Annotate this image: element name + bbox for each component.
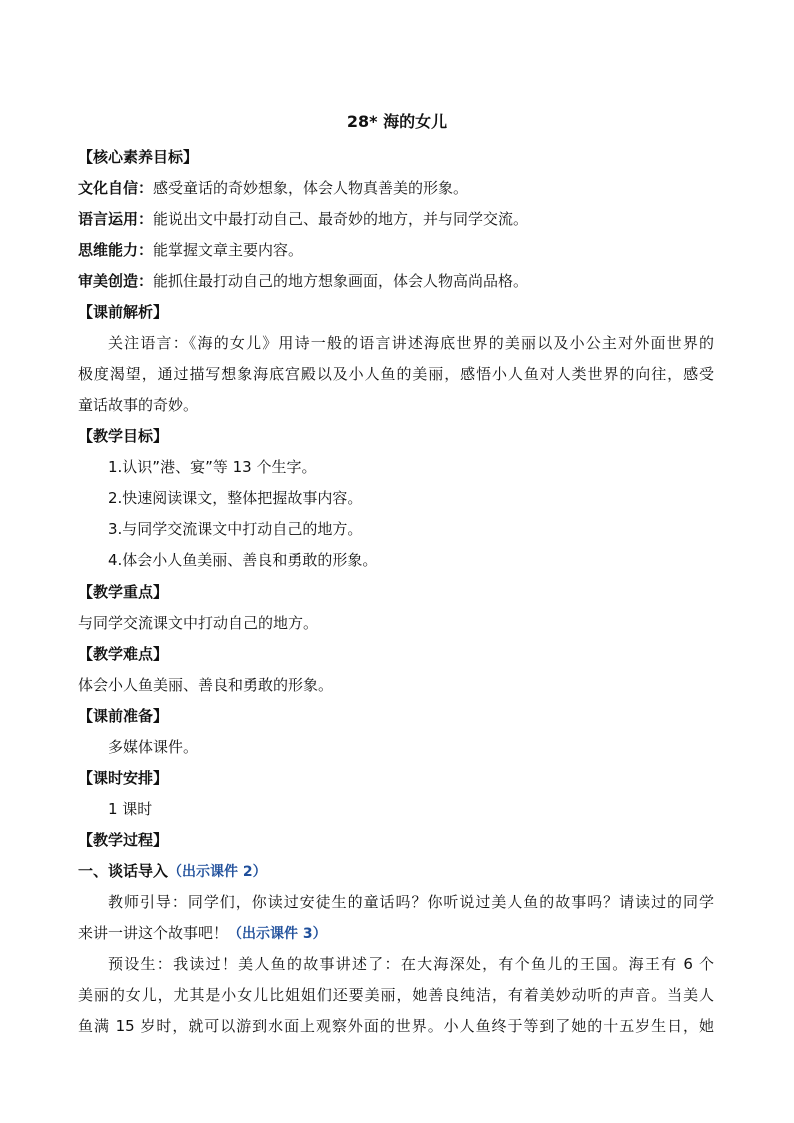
preparation-text: 多媒体课件。: [108, 738, 199, 756]
preset-line-3: 鱼满 15 岁时，就可以游到水面上观察外面的世界。小人鱼终于等到了她的十五岁生日，她: [78, 1017, 714, 1035]
analysis-line-3: 童话故事的奇妙。: [78, 396, 199, 414]
teacher-line-1: 教师引导：同学们，你读过安徒生的童话吗？你听说过美人鱼的故事吗？请读过的同学: [108, 893, 714, 911]
goal-language: [78, 209, 528, 229]
schedule-text: 1 课时: [108, 800, 153, 818]
goal-aesthetic: [78, 271, 528, 291]
goal-thinking-label: 思维能力：: [78, 241, 154, 259]
preset-line-2: 美丽的女儿，尤其是小女儿比姐姐们还要美丽，她善良纯洁，有着美妙动听的声音。当美人: [78, 986, 714, 1004]
goal-language-label: 语言运用：: [78, 210, 154, 228]
goal-culture: [78, 178, 468, 198]
objective-2: 2.快速阅读课文，整体把握故事内容。: [108, 489, 363, 507]
preset-line-1: 预设生：我读过！美人鱼的故事讲述了：在大海深处，有个鱼儿的王国。海王有 6 个: [108, 955, 714, 973]
preparation-header: 【课前准备】: [78, 707, 169, 725]
goal-aesthetic-text: 能抓住最打动自己的地方想象画面，体会人物高尚品格。: [153, 272, 529, 290]
objective-3: 3.与同学交流课文中打动自己的地方。: [108, 520, 363, 538]
objective-4: 4.体会小人鱼美丽、善良和勇敢的形象。: [108, 551, 378, 569]
teacher-line-2: [78, 923, 327, 944]
analysis-line-1: 关注语言：《海的女儿》用诗一般的语言讲述海底世界的美丽以及小公主对外面世界的: [108, 334, 714, 352]
step-1: [78, 861, 267, 882]
goal-culture-label: 文化自信：: [78, 179, 154, 197]
teacher-note: （出示课件 3）: [228, 926, 327, 942]
schedule-header: 【课时安排】: [78, 769, 169, 787]
teacher-line-2-text: 来讲一讲这个故事吧！: [78, 924, 229, 942]
page-title: 28* 海的女儿: [346, 112, 448, 131]
analysis-line-2: 极度渴望，通过描写想象海底宫殿以及小人鱼的美丽，感悟小人鱼对人类世界的向往，感受: [78, 365, 714, 383]
goal-culture-text: 感受童话的奇妙想象，体会人物真善美的形象。: [153, 179, 469, 197]
objectives-header: 【教学目标】: [78, 427, 169, 445]
core-goals-header: 【核心素养目标】: [78, 148, 199, 166]
difficulties-text: 体会小人鱼美丽、善良和勇敢的形象。: [78, 676, 334, 694]
goal-aesthetic-label: 审美创造：: [78, 272, 154, 290]
goal-language-text: 能说出文中最打动自己、最奇妙的地方，并与同学交流。: [153, 210, 529, 228]
step-1-note: （出示课件 2）: [168, 864, 267, 880]
goal-thinking: [78, 240, 303, 260]
difficulties-header: 【教学难点】: [78, 645, 169, 663]
step-1-label: 一、谈话导入: [78, 862, 169, 880]
objective-1: 1.认识”港、宴”等 13 个生字。: [108, 458, 317, 476]
analysis-header: 【课前解析】: [78, 303, 169, 321]
key-points-text: 与同学交流课文中打动自己的地方。: [78, 614, 319, 632]
key-points-header: 【教学重点】: [78, 583, 169, 601]
goal-thinking-text: 能掌握文章主要内容。: [153, 241, 304, 259]
process-header: 【教学过程】: [78, 831, 169, 849]
